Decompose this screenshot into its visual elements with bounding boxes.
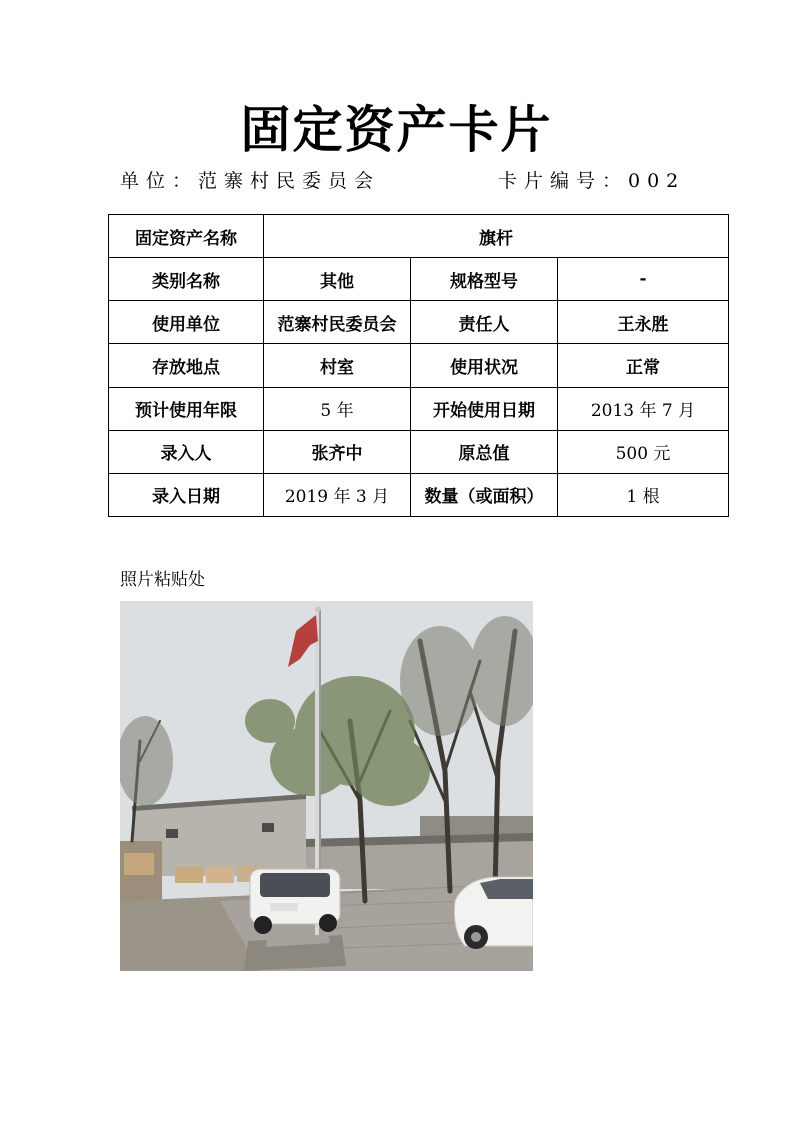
original-value-label: 原总值 (411, 430, 558, 473)
status-value: 正常 (558, 344, 729, 387)
lifespan-label: 预计使用年限 (109, 387, 264, 430)
responsible-label: 责任人 (411, 301, 558, 344)
unit-label: 单位：范寨村民委员会 (120, 170, 381, 192)
location-label: 存放地点 (109, 344, 264, 387)
start-date-value: 2013 年 7 月 (558, 387, 729, 430)
responsible-value: 王永胜 (558, 301, 729, 344)
flagpole-photo-illustration (120, 601, 533, 971)
table-row (109, 473, 729, 516)
spec-label: 规格型号 (411, 258, 558, 301)
table-row (109, 387, 729, 430)
asset-photo (120, 601, 533, 971)
table-row (109, 430, 729, 473)
photo-paste-label: 照片粘贴处 (120, 570, 205, 590)
category-value: 其他 (264, 258, 411, 301)
table-row (109, 215, 729, 258)
user-unit-value: 范寨村民委员会 (264, 301, 411, 344)
start-date-label: 开始使用日期 (411, 387, 558, 430)
original-value-value: 500 元 (558, 430, 729, 473)
card-number-label: 卡片编号：002 (498, 170, 686, 192)
table-row (109, 258, 729, 301)
entered-by-value: 张齐中 (264, 430, 411, 473)
spec-value: - (558, 258, 729, 301)
quantity-value: 1 根 (558, 473, 729, 516)
user-unit-label: 使用单位 (109, 301, 264, 344)
table-row (109, 301, 729, 344)
entry-date-value: 2019 年 3 月 (264, 473, 411, 516)
entry-date-label: 录入日期 (109, 473, 264, 516)
asset-name-label: 固定资产名称 (109, 215, 264, 258)
table-row (109, 344, 729, 387)
entered-by-label: 录入人 (109, 430, 264, 473)
location-value: 村室 (264, 344, 411, 387)
asset-card-table (108, 214, 729, 517)
quantity-label: 数量（或面积） (411, 473, 558, 516)
document-title: 固定资产卡片 (240, 100, 553, 159)
asset-name-value: 旗杆 (264, 215, 729, 258)
category-label: 类别名称 (109, 258, 264, 301)
lifespan-value: 5 年 (264, 387, 411, 430)
status-label: 使用状况 (411, 344, 558, 387)
